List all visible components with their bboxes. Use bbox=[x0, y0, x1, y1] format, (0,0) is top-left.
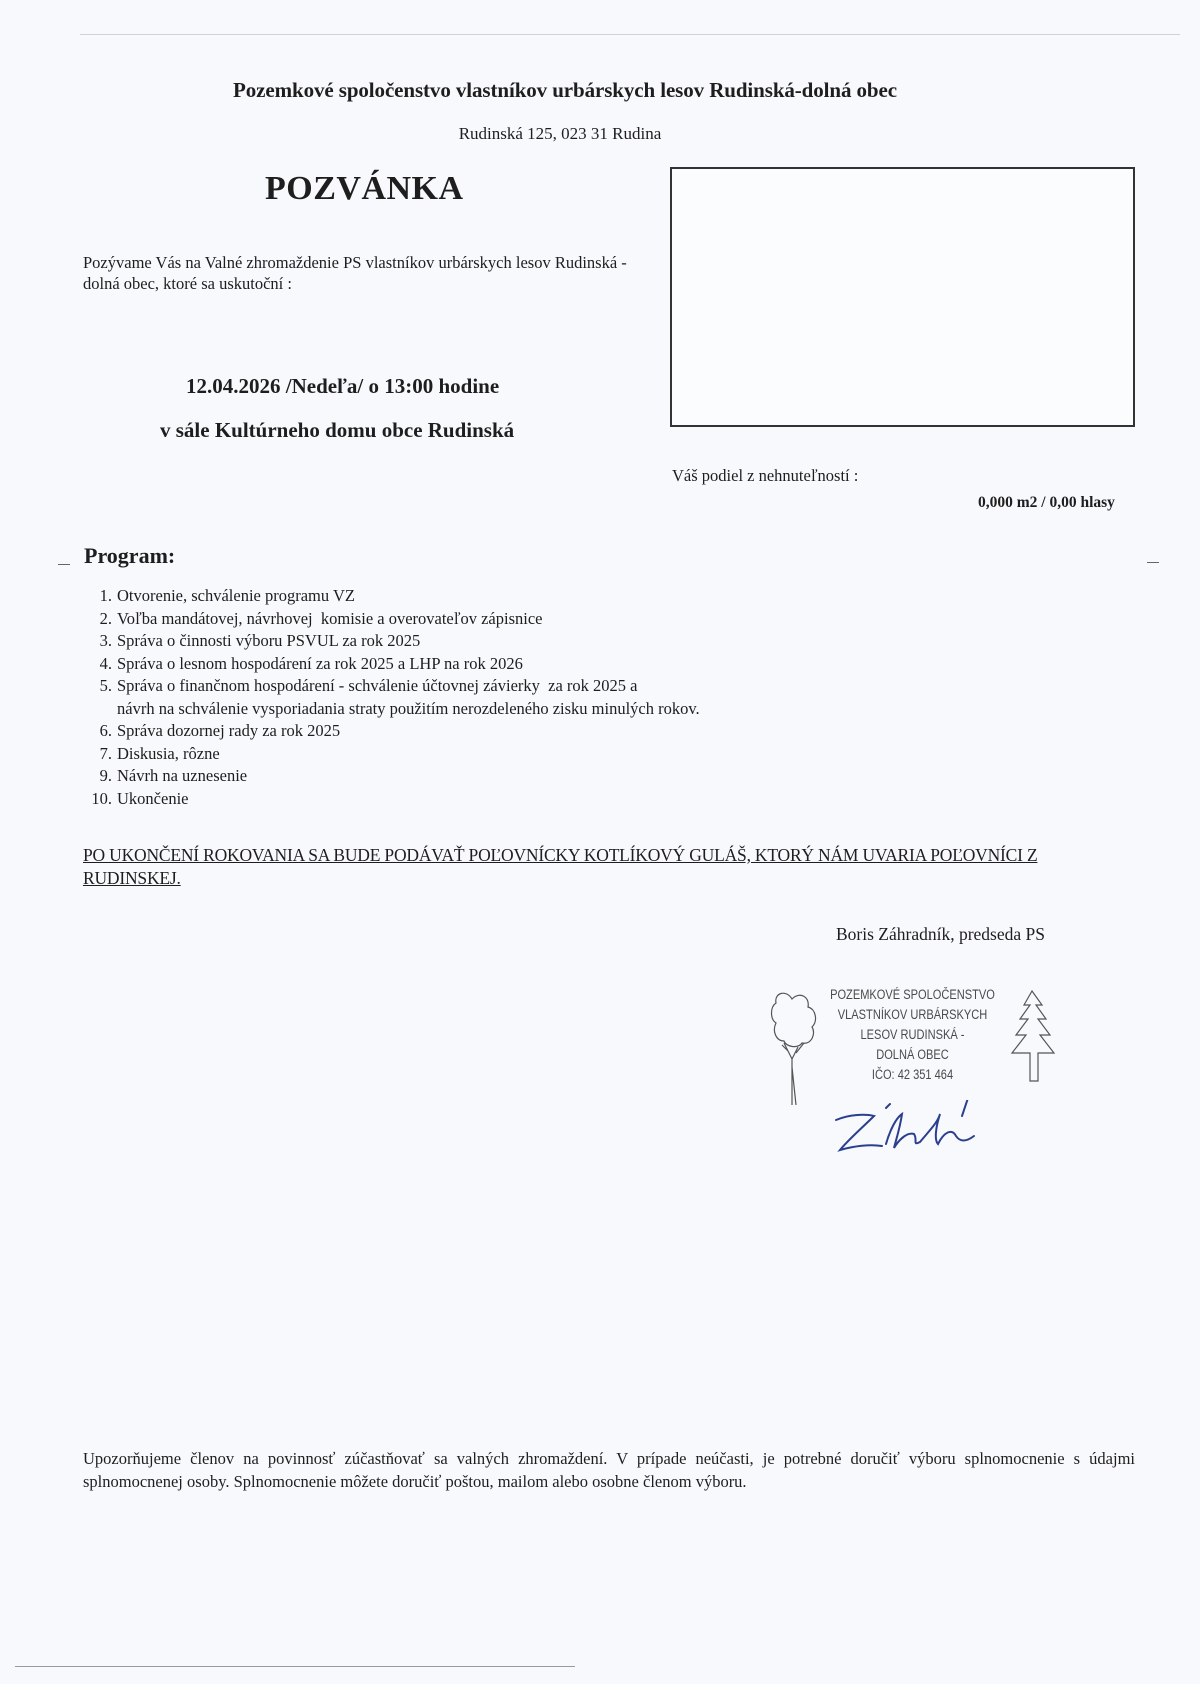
handwritten-signature bbox=[830, 1100, 990, 1160]
stamp-line: LESOV RUDINSKÁ - bbox=[860, 1027, 965, 1042]
program-item-continuation bbox=[82, 698, 700, 721]
invitation-intro: Pozývame Vás na Valné zhromaždenie PS vlastníkov urbárskych lesov Rudinská - dolná obec, ktoré sa uskutoční : bbox=[83, 253, 627, 293]
program-item-text: Návrh na uznesenie bbox=[117, 766, 248, 785]
goulash-notice: PO UKONČENÍ ROKOVANIA SA BUDE PODÁVAŤ POĽOVNÍCKY KOTLÍKOVÝ GULÁŠ, KTORÝ NÁM UVARIA POĽOVNÍCI Z RUDINSKEJ. bbox=[83, 845, 1038, 888]
program-item bbox=[82, 675, 700, 698]
program-item-number: 2. bbox=[99, 608, 112, 628]
organization-stamp bbox=[770, 985, 1060, 1165]
program-item bbox=[82, 585, 700, 608]
share-label: Váš podiel z nehnuteľností : bbox=[672, 466, 859, 485]
program-item bbox=[82, 788, 700, 811]
organization-address: Rudinská 125, 023 31 Rudina bbox=[458, 124, 662, 143]
program-item bbox=[82, 608, 700, 631]
deciduous-tree-icon bbox=[770, 987, 818, 1105]
stamp-line: VLASTNÍKOV URBÁRSKYCH bbox=[837, 1007, 988, 1022]
program-item bbox=[82, 630, 700, 653]
program-item-number: 10. bbox=[91, 788, 112, 808]
program-item bbox=[82, 743, 700, 766]
program-item-text: Správa o lesnom hospodárení za rok 2025 a LHP na rok 2026 bbox=[117, 653, 523, 673]
scan-edge-line-bottom bbox=[15, 1666, 575, 1667]
program-item-number: 3. bbox=[99, 631, 112, 650]
program-item-text: Diskusia, rôzne bbox=[117, 743, 220, 763]
program-list bbox=[82, 585, 700, 810]
organization-title: Pozemkové spoločenstvo vlastníkov urbárskych lesov Rudinská-dolná obec bbox=[233, 78, 897, 102]
program-item-number: 4. bbox=[99, 653, 112, 673]
program-item-text: Správa dozornej rady za rok 2025 bbox=[117, 721, 341, 740]
footer-notice: Upozorňujeme členov na povinnosť zúčastňovať sa valných zhromaždení. V prípade neúčasti, je potrebné doručiť výboru splnomocnenie s údajmi splnomocnenej osoby. Splnomocnenie môžete doručiť poštou, mailom alebo osobne členom výboru. bbox=[83, 1449, 1135, 1491]
program-item-text: Správa o finančnom hospodárení - schválenie účtovnej závierky za rok 2025 a bbox=[117, 676, 638, 695]
program-item-number: 7. bbox=[99, 743, 112, 763]
event-venue: v sále Kultúrneho domu obce Rudinská bbox=[160, 418, 515, 442]
conifer-tree-icon bbox=[1008, 989, 1056, 1085]
program-item-number: 6. bbox=[99, 721, 112, 740]
program-item-number: 5. bbox=[99, 676, 112, 695]
program-item-number: 9. bbox=[99, 766, 112, 785]
program-item bbox=[82, 720, 700, 743]
event-date-time: 12.04.2026 /Nedeľa/ o 13:00 hodine bbox=[186, 374, 500, 398]
program-item-text: Otvorenie, schválenie programu VZ bbox=[117, 586, 355, 605]
program-item-text: návrh na schválenie vysporiadania straty použitím nerozdeleného zisku minulých rokov. bbox=[117, 698, 700, 718]
program-item-text: Správa o činnosti výboru PSVUL za rok 2025 bbox=[117, 631, 421, 650]
stamp-text bbox=[828, 985, 996, 1085]
stamp-line: IČO: 42 351 464 bbox=[871, 1067, 954, 1082]
signer-name: Boris Záhradník, predseda PS bbox=[836, 924, 1045, 944]
stamp-line: DOLNÁ OBEC bbox=[876, 1047, 949, 1062]
recipient-address-box bbox=[670, 167, 1135, 427]
scan-edge-line-top bbox=[80, 34, 1180, 35]
fold-mark-right bbox=[1147, 562, 1159, 563]
program-item-text: Ukončenie bbox=[117, 788, 189, 808]
program-item bbox=[82, 765, 700, 788]
document-title: POZVÁNKA bbox=[265, 170, 464, 207]
share-value: 0,000 m2 / 0,00 hlasy bbox=[978, 494, 1115, 511]
program-item-number: 1. bbox=[99, 586, 112, 605]
fold-mark-left bbox=[58, 564, 70, 565]
stamp-line: POZEMKOVÉ SPOLOČENSTVO bbox=[830, 987, 995, 1002]
program-item bbox=[82, 653, 700, 676]
program-heading: Program: bbox=[84, 543, 176, 568]
program-item-text: Voľba mandátovej, návrhovej komisie a overovateľov zápisnice bbox=[117, 608, 543, 628]
